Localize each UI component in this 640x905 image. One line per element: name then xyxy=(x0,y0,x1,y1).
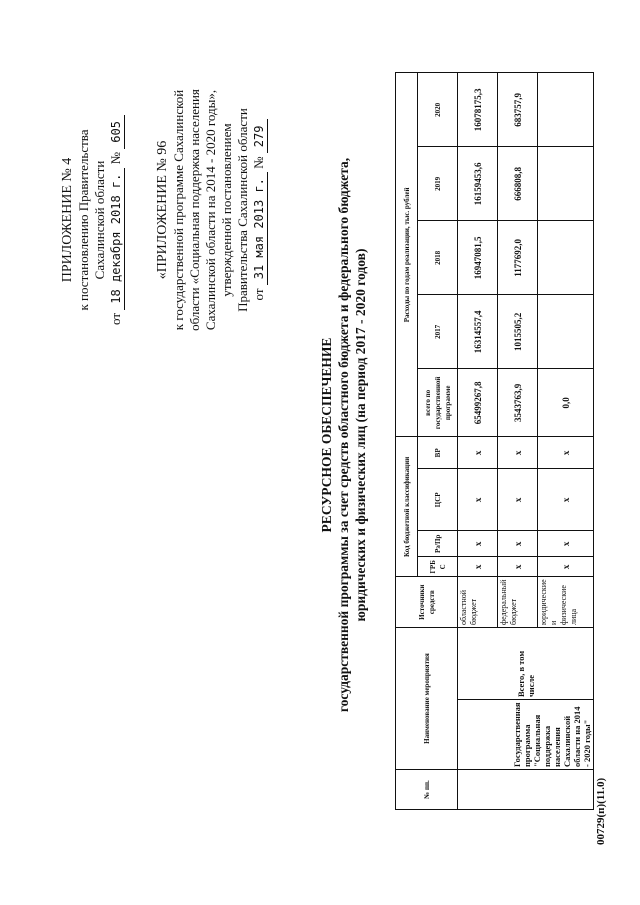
header-sources: Источники средств xyxy=(396,577,458,628)
header-2020: 2020 xyxy=(418,73,458,147)
cell-2018: 1177692,0 xyxy=(498,221,538,295)
cell-2020: 16078175,3 xyxy=(458,73,498,147)
appendix-4-title: ПРИЛОЖЕНИЕ № 4 xyxy=(60,157,75,283)
cell-2020: 683757,9 xyxy=(498,73,538,147)
resource-table xyxy=(395,72,594,810)
cell-total: 3543763,9 xyxy=(498,369,538,437)
cell-source: юридические и физические лица xyxy=(538,577,594,628)
cell-total: 65499267,8 xyxy=(458,369,498,437)
appendix-96-line3: Сахалинской области на 2014 - 2020 годы», xyxy=(203,89,218,331)
appendix-4-from: от xyxy=(108,312,123,325)
appendix-96-number: 279 xyxy=(251,120,268,154)
cell-total: 0,0 xyxy=(538,369,594,437)
cell-rzpr: x xyxy=(498,531,538,557)
cell-vr: x xyxy=(458,437,498,469)
cell-vr: x xyxy=(538,437,594,469)
cell-2017: 16314557,4 xyxy=(458,295,498,369)
header-no: № пп. xyxy=(396,770,458,810)
header-name: Наименование мероприятия xyxy=(396,628,458,770)
appendix-96-date: 31 мая 2013 г. xyxy=(251,172,268,285)
appendix-96-line1: к государственной программе Сахалинской xyxy=(171,89,186,331)
cell-2019: 666808,8 xyxy=(498,147,538,221)
appendix-4-date-line xyxy=(108,70,125,370)
header-vr: ВР xyxy=(418,437,458,469)
appendix-4-block xyxy=(60,70,125,370)
cell-2017: 1015505,2 xyxy=(498,295,538,369)
document-heading xyxy=(318,115,369,755)
cell-2017 xyxy=(538,295,594,369)
cell-csr: x xyxy=(498,469,538,531)
header-expenses: Расходы по годам реализации, тыс. рублей xyxy=(396,73,418,437)
appendix-96-line4: утвержденной постановлением xyxy=(219,123,234,297)
appendix-96-block xyxy=(155,60,268,360)
header-rzpr: Рз/Пр xyxy=(418,531,458,557)
header-total: всего по государственной программе xyxy=(418,369,458,437)
heading-title: РЕСУРСНОЕ ОБЕСПЕЧЕНИЕ xyxy=(319,337,334,533)
program-name: Государственная программа "Социальная поддержка населения Сахалинской области на 2014 - 2020 годы" xyxy=(458,700,594,770)
appendix-96-title: «ПРИЛОЖЕНИЕ № 96 xyxy=(155,140,170,280)
appendix-96-date-line xyxy=(251,60,268,360)
cell-no xyxy=(458,770,594,810)
header-grbs: ГРБ С xyxy=(418,557,458,577)
cell-rzpr: x xyxy=(458,531,498,557)
cell-2018 xyxy=(538,221,594,295)
cell-grbs: x xyxy=(498,557,538,577)
cell-2019 xyxy=(538,147,594,221)
table-row xyxy=(458,73,498,810)
header-codes: Код бюджетной классификации xyxy=(396,437,418,577)
total-label: Всего, в том числе xyxy=(458,628,594,700)
cell-vr: x xyxy=(498,437,538,469)
cell-grbs: x xyxy=(458,557,498,577)
cell-2018: 16947081,5 xyxy=(458,221,498,295)
heading-line2: государственной программы за счет средств областного бюджета и федерального бюджета, xyxy=(336,157,351,713)
cell-source: областной бюджет xyxy=(458,577,498,628)
cell-rzpr: x xyxy=(538,531,594,557)
cell-2019: 16159453,6 xyxy=(458,147,498,221)
appendix-4-line1: к постановлению Правительства xyxy=(76,129,91,311)
resource-table-wrap xyxy=(395,72,594,810)
appendix-4-line2: Сахалинской области xyxy=(92,160,107,280)
appendix-4-no: № xyxy=(108,151,123,165)
cell-csr: x xyxy=(538,469,594,531)
header-2018: 2018 xyxy=(418,221,458,295)
appendix-96-from: от xyxy=(251,288,266,301)
cell-source: федеральный бюджет xyxy=(498,577,538,628)
cell-csr: x xyxy=(458,469,498,531)
footer-code: 00729(п)(11.0) xyxy=(595,777,607,845)
appendix-4-number: 605 xyxy=(108,115,125,149)
appendix-96-no: № xyxy=(251,156,266,169)
appendix-96-line2: области «Социальная поддержка населения xyxy=(187,89,202,331)
header-2017: 2017 xyxy=(418,295,458,369)
appendix-4-date: 18 декабря 2018 г. xyxy=(108,168,125,310)
header-2019: 2019 xyxy=(418,147,458,221)
appendix-96-line5: Правительства Сахалинской области xyxy=(235,108,250,312)
cell-grbs: x xyxy=(538,557,594,577)
heading-line3: юридических и физических лиц (на период 2017 - 2020 годов) xyxy=(353,248,368,622)
header-csr: ЦСР xyxy=(418,469,458,531)
cell-2020 xyxy=(538,73,594,147)
